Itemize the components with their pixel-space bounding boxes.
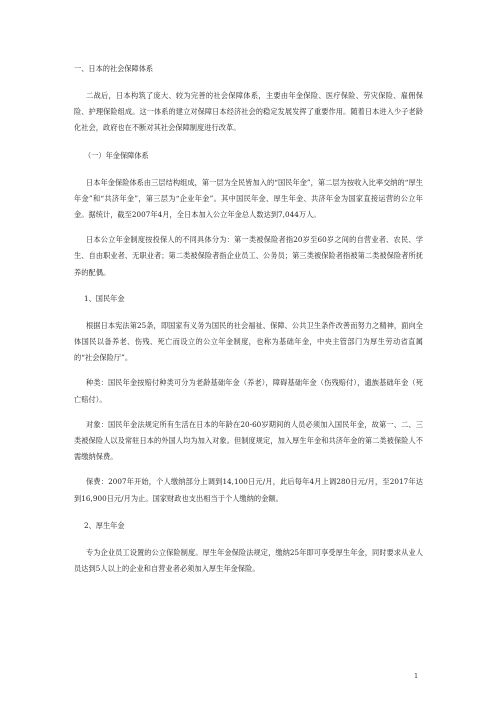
intro-paragraph: 二战后，日本构筑了庞大、较为完善的社会保障体系，主要由年金保险、医疗保险、劳灾保险、雇佣保险、护理保险组成。这一体系的建立对保障日本经济社会的稳定发展发挥了重要作用。随着日本进入少子老龄化社会，政府也在不断对其社会保障制度进行改革。 (74, 91, 423, 133)
item-title-employee-pension: 2、厚生年金 (84, 520, 125, 530)
document-body (74, 63, 423, 584)
paragraph-types: 种类：国民年金按赔付种类可分为老龄基础年金（养老），障碍基础年金（伤残赔付），遗族基础年金（死亡赔付）。 (74, 378, 423, 404)
paragraph-premium: 保费：2007年开始，个人缴纳部分上调到14,100日元/月，此后每年4月上调280日元/月，至2017年达到16,900日元/月为止。国家财政也支出相当于个人缴纳的金额。 (74, 477, 423, 503)
paragraph-eligibility: 对象：国民年金法规定所有生活在日本的年龄在20-60岁期间的人员必须加入国民年金，故第一、二、三类被保险人以及常驻日本的外国人均为加入对象。但制度规定，加入厚生年金和共济年金的第二类被保险人不需缴纳保费。 (74, 419, 423, 462)
paragraph-employee-pension: 专为企业员工设置的公立保险制度。厚生年金保险法规定，缴纳25年即可享受厚生年金，同时要求从业人员达到5人以上的企业和自营业者必须加入厚生年金保险。 (74, 547, 423, 574)
paragraph-structure: 日本年金保险体系由三层结构组成，第一层为全民皆加入的“国民年金”，第二层为按收入比率交纳的“厚生年金”和“共济年金”，第三层为“企业年金”。其中国民年金、厚生年金、共济年金为国家直接运营的公立年金。据统计，截至2007年4月，全日本加入公立年金总人数达到7,044万人。 (74, 177, 423, 220)
page-number: 1 (414, 672, 419, 680)
item-title-national-pension: 1、国民年金 (84, 293, 125, 303)
paragraph-categories: 日本公立年金制度按投保人的不同具体分为：第一类被保险者指20岁至60岁之间的自营业者、农民、学生、自由职业者、无职业者；第二类被保险者指企业员工、公务员；第三类被保险者指被第二类被保险者所抚养的配偶。 (74, 235, 423, 277)
subsection-title: （一）年金保障体系 (84, 150, 149, 160)
section-title: 一、日本的社会保障体系 (74, 64, 154, 73)
paragraph-constitution: 根据日本宪法第25条，即国家有义务为国民的社会福祉、保障、公共卫生条件改善而努力之精神，面向全体国民以备养老、伤残、死亡而设立的公立年金制度，也称为基础年金，中央主管部门为厚生劳动省直属的“社会保险厅”。 (74, 320, 423, 363)
